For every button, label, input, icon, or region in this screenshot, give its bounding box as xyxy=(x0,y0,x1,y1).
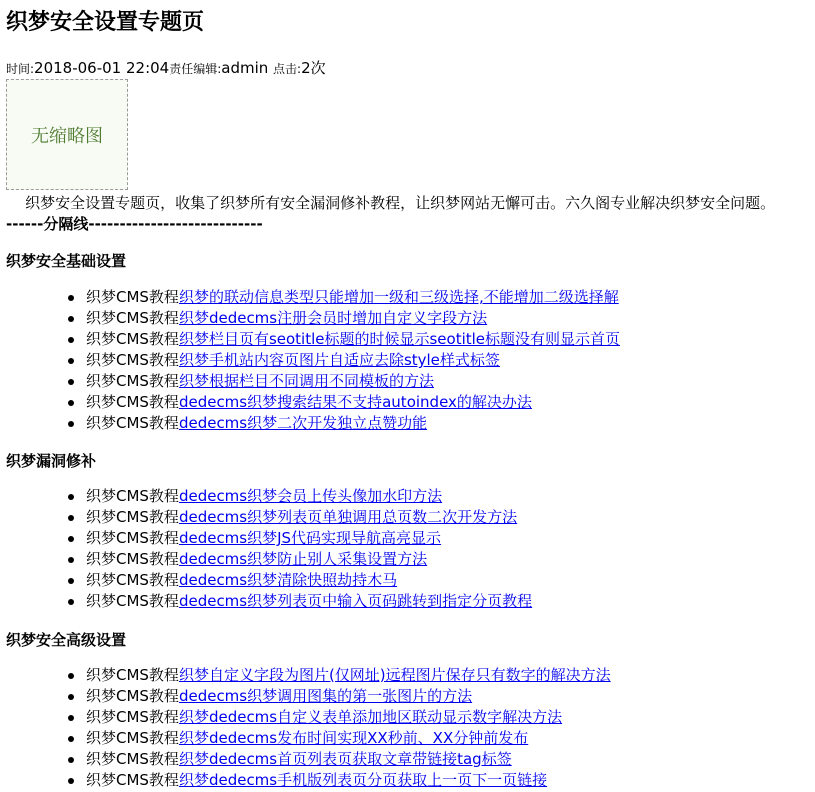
article-link[interactable]: 织梦栏目页有seotitle标题的时候显示seotitle标题没有则显示首页 xyxy=(178,330,621,348)
category-prefix: 织梦CMS教程 xyxy=(86,571,179,589)
clicks-value: 2次 xyxy=(301,59,326,77)
bullet-icon xyxy=(68,337,74,343)
section-heading: 织梦安全基础设置 xyxy=(6,252,127,270)
section-heading: 织梦漏洞修补 xyxy=(6,452,97,470)
article-link[interactable]: dedecms织梦二次开发独立点赞功能 xyxy=(178,414,428,432)
article-link[interactable]: 织梦dedecms自定义表单添加地区联动显示数字解决方法 xyxy=(178,708,563,726)
article-list xyxy=(6,665,611,791)
page-title: 织梦安全设置专题页 xyxy=(6,10,205,35)
article-link[interactable]: 织梦自定义字段为图片(仅网址)远程图片保存只有数字的解决方法 xyxy=(178,666,611,684)
article-link[interactable]: dedecms织梦列表页单独调用总页数二次开发方法 xyxy=(178,508,518,526)
article-link[interactable]: 织梦dedecms发布时间实现XX秒前、XX分钟前发布 xyxy=(178,729,529,747)
section-heading: 织梦安全高级设置 xyxy=(6,631,127,649)
category-prefix: 织梦CMS教程 xyxy=(86,708,179,726)
bullet-icon xyxy=(68,358,74,364)
bullet-icon xyxy=(68,673,74,679)
list-item xyxy=(86,371,620,392)
time-label: 时间: xyxy=(6,62,35,76)
category-prefix: 织梦CMS教程 xyxy=(86,414,179,432)
list-item xyxy=(86,350,620,371)
editor-value: admin xyxy=(221,59,269,77)
list-item xyxy=(86,287,620,308)
article-link[interactable]: 织梦的联动信息类型只能增加一级和三级选择,不能增加二级选择解 xyxy=(178,288,619,306)
list-item xyxy=(86,686,611,707)
divider-line: ------分隔线---------------------------- xyxy=(6,215,263,233)
article-list xyxy=(6,486,532,612)
category-prefix: 织梦CMS教程 xyxy=(86,393,179,411)
article-link[interactable]: 织梦根据栏目不同调用不同模板的方法 xyxy=(178,372,434,390)
bullet-icon xyxy=(68,715,74,721)
list-item xyxy=(86,507,532,528)
category-prefix: 织梦CMS教程 xyxy=(86,351,179,369)
list-item xyxy=(86,665,611,686)
article-link[interactable]: dedecms织梦搜索结果不支持autoindex的解决办法 xyxy=(178,393,532,411)
list-item xyxy=(86,486,532,507)
article-link[interactable]: dedecms织梦防止别人采集设置方法 xyxy=(178,550,428,568)
thumbnail-text: 无缩略图 xyxy=(31,125,103,147)
category-prefix: 织梦CMS教程 xyxy=(86,771,179,789)
list-item xyxy=(86,308,620,329)
article-list xyxy=(6,287,620,434)
article-link[interactable]: dedecms织梦调用图集的第一张图片的方法 xyxy=(178,687,473,705)
bullet-icon xyxy=(68,736,74,742)
category-prefix: 织梦CMS教程 xyxy=(86,592,179,610)
category-prefix: 织梦CMS教程 xyxy=(86,372,179,390)
list-item xyxy=(86,770,611,791)
bullet-icon xyxy=(68,515,74,521)
article-link[interactable]: dedecms织梦清除快照劫持木马 xyxy=(178,571,398,589)
category-prefix: 织梦CMS教程 xyxy=(86,529,179,547)
article-link[interactable]: dedecms织梦列表页中输入页码跳转到指定分页教程 xyxy=(178,592,533,610)
list-item xyxy=(86,413,620,434)
category-prefix: 织梦CMS教程 xyxy=(86,729,179,747)
list-item xyxy=(86,707,611,728)
bullet-icon xyxy=(68,316,74,322)
list-item xyxy=(86,570,532,591)
article-link[interactable]: 织梦手机站内容页图片自适应去除style样式标签 xyxy=(178,351,500,369)
article-link[interactable]: 织梦dedecms手机版列表页分页获取上一页下一页链接 xyxy=(178,771,548,789)
bullet-icon xyxy=(68,379,74,385)
list-item xyxy=(86,749,611,770)
bullet-icon xyxy=(68,757,74,763)
list-item xyxy=(86,392,620,413)
bullet-icon xyxy=(68,494,74,500)
article-link[interactable]: 织梦dedecms首页列表页获取文章带链接tag标签 xyxy=(178,750,512,768)
article-link[interactable]: 织梦dedecms注册会员时增加自定义字段方法 xyxy=(178,309,488,327)
category-prefix: 织梦CMS教程 xyxy=(86,288,179,306)
category-prefix: 织梦CMS教程 xyxy=(86,687,179,705)
bullet-icon xyxy=(68,557,74,563)
bullet-icon xyxy=(68,694,74,700)
list-item xyxy=(86,728,611,749)
clicks-label: 点击: xyxy=(273,62,302,76)
bullet-icon xyxy=(68,400,74,406)
intro-paragraph xyxy=(6,193,775,213)
category-prefix: 织梦CMS教程 xyxy=(86,750,179,768)
article-meta xyxy=(6,58,326,79)
list-item xyxy=(86,591,532,612)
bullet-icon xyxy=(68,578,74,584)
category-prefix: 织梦CMS教程 xyxy=(86,330,179,348)
list-item xyxy=(86,528,532,549)
category-prefix: 织梦CMS教程 xyxy=(86,550,179,568)
bullet-icon xyxy=(68,599,74,605)
category-prefix: 织梦CMS教程 xyxy=(86,309,179,327)
article-link[interactable]: dedecms织梦会员上传头像加水印方法 xyxy=(178,487,443,505)
article-link[interactable]: dedecms织梦JS代码实现导航高亮显示 xyxy=(178,529,442,547)
bullet-icon xyxy=(68,536,74,542)
list-item xyxy=(86,549,532,570)
editor-label: 责任编辑: xyxy=(169,62,222,76)
time-value: 2018-06-01 22:04 xyxy=(34,59,170,77)
list-item xyxy=(86,329,620,350)
bullet-icon xyxy=(68,295,74,301)
intro-text: 织梦安全设置专题页，收集了织梦所有安全漏洞修补教程，让织梦网站无懈可击。六久阁专业解决织梦安全问题。 xyxy=(25,194,776,212)
category-prefix: 织梦CMS教程 xyxy=(86,508,179,526)
category-prefix: 织梦CMS教程 xyxy=(86,666,179,684)
category-prefix: 织梦CMS教程 xyxy=(86,487,179,505)
thumbnail-placeholder xyxy=(6,79,128,190)
bullet-icon xyxy=(68,778,74,784)
bullet-icon xyxy=(68,421,74,427)
